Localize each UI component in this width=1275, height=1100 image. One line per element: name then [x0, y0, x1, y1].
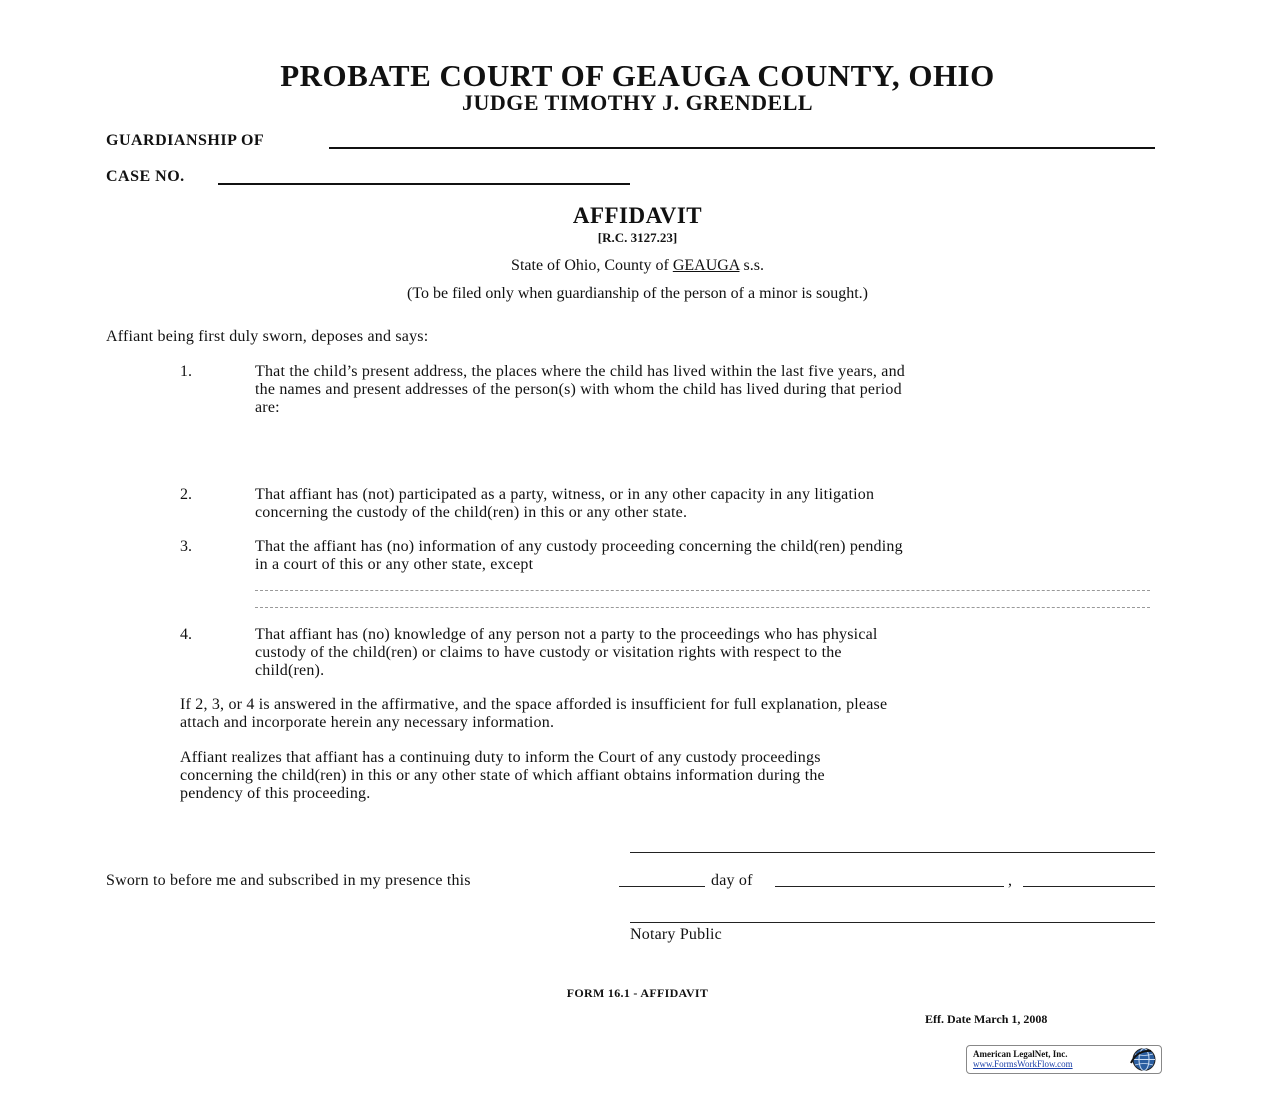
globe-icon	[1129, 1047, 1157, 1077]
duty-paragraph: Affiant realizes that affiant has a continuing duty to inform the Court of any custody proceedings concerning the child(ren) in this or any other state of which affiant obtains information during the pendency of this proceeding.	[180, 749, 825, 802]
sworn-comma: ,	[1008, 872, 1013, 889]
venue-prefix: State of Ohio, County of	[511, 257, 669, 274]
case-number-label: CASE NO.	[106, 168, 185, 185]
filing-note: (To be filed only when guardianship of the person of a minor is sought.)	[406, 285, 868, 302]
item-text: That the affiant has (no) information of any custody proceeding concerning the child(ren) pending in a court of this or any other state, except	[255, 538, 903, 573]
affirmative-paragraph: If 2, 3, or 4 is answered in the affirmative, and the space afforded is insufficient for full explanation, please attach and incorporate herein any necessary information.	[180, 696, 888, 731]
notary-signature-line[interactable]	[630, 922, 1155, 923]
venue-line	[0, 257, 1275, 275]
publisher-logo[interactable]	[966, 1045, 1162, 1074]
judge-name: JUDGE TIMOTHY J. GRENDELL	[461, 90, 814, 115]
item-number: 4.	[180, 626, 192, 643]
guardianship-label: GUARDIANSHIP OF	[106, 132, 265, 149]
guardianship-field[interactable]	[329, 147, 1155, 149]
effective-date: Eff. Date March 1, 2008	[925, 1012, 1048, 1026]
sworn-month-field[interactable]	[775, 886, 1004, 887]
item-number: 2.	[180, 486, 192, 503]
publisher-name: American LegalNet, Inc.	[973, 1049, 1068, 1059]
sworn-day-of: day of	[711, 872, 753, 889]
item-text: That the child’s present address, the places where the child has lived within the last five years, and the names and present addresses of the person(s) with whom the child has lived during that period are:	[255, 363, 905, 416]
affiant-signature-line[interactable]	[630, 852, 1155, 853]
exception-field[interactable]	[255, 590, 1150, 591]
item-text: That affiant has (not) participated as a party, witness, or in any other capacity in any litigation concerning the custody of the child(ren) in this or any other state.	[255, 486, 875, 521]
sworn-text: Sworn to before me and subscribed in my presence this	[106, 872, 471, 889]
item-number: 3.	[180, 538, 192, 555]
case-number-field[interactable]	[218, 183, 630, 185]
statute-reference: [R.C. 3127.23]	[597, 230, 678, 245]
intro-statement: Affiant being first duly sworn, deposes and says:	[106, 328, 429, 345]
item-text: That affiant has (no) knowledge of any person not a party to the proceedings who has physical custody of the child(ren) or claims to have custody or visitation rights with respect to the child(ren).	[255, 626, 878, 679]
venue-suffix: s.s.	[743, 257, 764, 274]
sworn-day-field[interactable]	[619, 886, 705, 887]
court-title: PROBATE COURT OF GEAUGA COUNTY, OHIO	[280, 58, 995, 93]
publisher-url[interactable]: www.FormsWorkFlow.com	[973, 1059, 1073, 1069]
notary-label: Notary Public	[630, 926, 722, 943]
venue-county: GEAUGA	[672, 257, 740, 274]
sworn-year-field[interactable]	[1023, 886, 1155, 887]
form-id: FORM 16.1 - AFFIDAVIT	[566, 986, 709, 1000]
item-number: 1.	[180, 363, 192, 380]
affidavit-title: AFFIDAVIT	[572, 203, 703, 228]
exception-field[interactable]	[255, 607, 1150, 608]
